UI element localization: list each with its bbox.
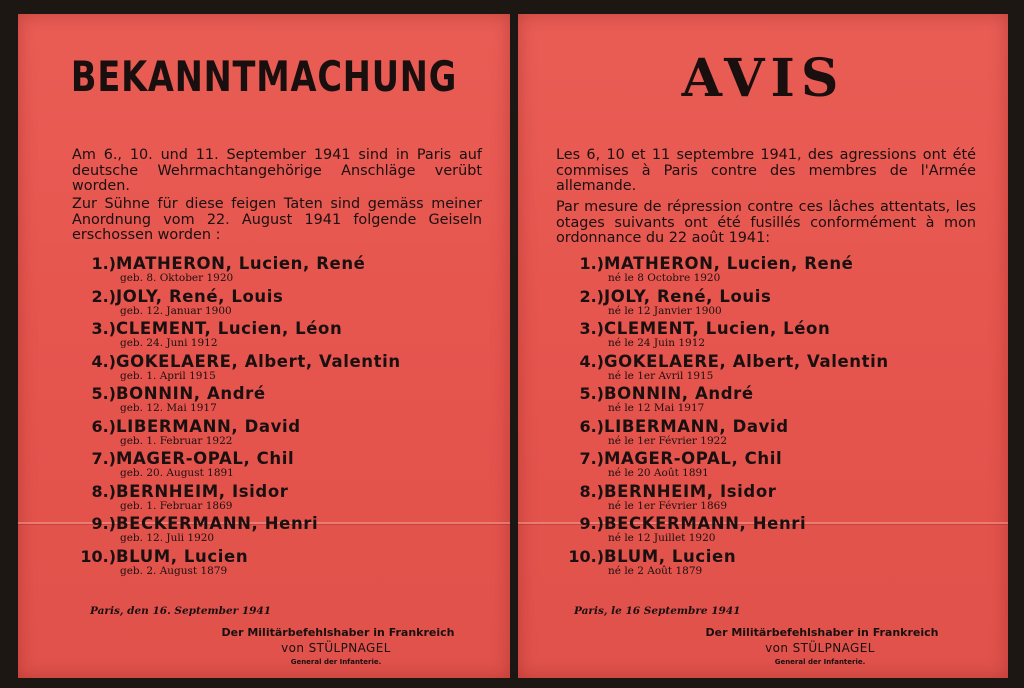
- hostage-number: 4.): [579, 351, 604, 371]
- hostage-number: 2.): [91, 286, 116, 306]
- hostage-name: CLEMENT, Lucien, Léon: [116, 319, 343, 338]
- hostage-birthdate: né le 1er Février 1869: [608, 499, 728, 512]
- hostage-entry: [78, 254, 498, 287]
- hostage-name: GOKELAERE, Albert, Valentin: [604, 351, 889, 371]
- hostage-number: 5.): [91, 384, 116, 403]
- french-place-date: Paris, le 16 Septembre 1941: [574, 605, 741, 617]
- hostage-name: BERNHEIM, Isidor: [604, 481, 777, 501]
- german-signature-org: Der Militärbefehlshaber in Frankreich: [221, 626, 455, 639]
- hostage-number: 3.): [579, 319, 604, 338]
- german-title: BEKANNTMACHUNG: [70, 52, 458, 101]
- french-signature-name: von STÜLPNAGEL: [765, 641, 875, 655]
- hostage-birthdate: né le 12 Janvier 1900: [608, 304, 722, 317]
- hostage-birthdate: geb. 2. August 1879: [120, 564, 228, 577]
- hostage-entry: [566, 514, 986, 547]
- hostage-number: 7.): [91, 449, 116, 468]
- hostage-entry: [78, 449, 498, 482]
- hostage-name: BLUM, Lucien: [116, 546, 249, 566]
- hostage-birthdate: né le 2 Août 1879: [608, 564, 703, 577]
- hostage-number: 8.): [91, 481, 116, 501]
- hostage-name: BECKERMANN, Henri: [116, 514, 319, 533]
- hostage-entry: [566, 417, 986, 450]
- hostage-birthdate: né le 1er Avril 1915: [608, 369, 714, 382]
- hostage-entry: [566, 547, 986, 580]
- hostage-birthdate: né le 12 Juillet 1920: [608, 532, 716, 544]
- hostage-birthdate: geb. 8. Oktober 1920: [120, 272, 234, 284]
- hostage-name: GOKELAERE, Albert, Valentin: [116, 351, 401, 371]
- german-notice: [18, 14, 510, 678]
- hostage-number: 1.): [579, 254, 604, 273]
- hostage-birthdate: geb. 12. Mai 1917: [120, 402, 217, 414]
- hostage-entry: [566, 352, 986, 385]
- hostage-entry: [78, 417, 498, 450]
- hostage-birthdate: né le 20 Août 1891: [608, 467, 709, 479]
- hostage-name: JOLY, René, Louis: [116, 286, 284, 306]
- german-order-paragraph: Zur Sühne für diese feigen Taten sind gemäss meiner Anordnung vom 22. August 1941 folgende Geiseln erschossen worden :: [72, 196, 482, 243]
- hostage-entry: [566, 319, 986, 352]
- hostage-number: 6.): [579, 416, 604, 436]
- hostage-birthdate: geb. 24. Juni 1912: [120, 337, 218, 349]
- hostage-number: 10.): [568, 546, 604, 566]
- hostage-name: LIBERMANN, David: [116, 416, 301, 436]
- hostage-name: MATHERON, Lucien, René: [604, 254, 854, 273]
- hostage-entry: [566, 254, 986, 287]
- hostage-birthdate: geb. 1. April 1915: [120, 369, 216, 382]
- french-intro-paragraph: Les 6, 10 et 11 septembre 1941, des agressions ont été commises à Paris contre des membres de l'Armée allemande.: [556, 147, 976, 194]
- hostage-entry: [566, 287, 986, 320]
- french-signature-rank: General der Infanterie.: [774, 658, 866, 666]
- hostage-number: 9.): [91, 514, 116, 533]
- hostage-birthdate: né le 24 Juin 1912: [608, 337, 706, 349]
- hostage-entry: [78, 482, 498, 515]
- german-place-date: Paris, den 16. September 1941: [90, 605, 272, 617]
- hostage-number: 5.): [579, 384, 604, 403]
- hostage-number: 2.): [579, 286, 604, 306]
- hostage-number: 10.): [80, 546, 116, 566]
- hostage-name: LIBERMANN, David: [604, 416, 789, 436]
- german-intro-paragraph: Am 6., 10. und 11. September 1941 sind in Paris auf deutsche Wehrmachtangehörige Anschläge verübt worden.: [72, 147, 482, 194]
- hostage-name: BERNHEIM, Isidor: [116, 481, 289, 501]
- hostage-birthdate: né le 1er Février 1922: [608, 434, 728, 447]
- hostage-entry: [78, 352, 498, 385]
- hostage-name: BONNIN, André: [604, 384, 754, 403]
- hostage-entry: [78, 384, 498, 417]
- hostage-entry: [78, 319, 498, 352]
- german-signature-rank: General der Infanterie.: [290, 658, 382, 666]
- french-order-paragraph: Par mesure de répression contre ces lâches attentats, les otages suivants ont été fusillés conformément à mon ordonnance du 22 août 1941:: [556, 199, 976, 246]
- hostage-entry: [566, 482, 986, 515]
- hostage-name: MAGER-OPAL, Chil: [116, 449, 295, 468]
- hostage-number: 3.): [91, 319, 116, 338]
- hostage-birthdate: geb. 20. August 1891: [120, 467, 234, 479]
- hostage-birthdate: né le 8 Octobre 1920: [608, 272, 721, 284]
- hostage-birthdate: geb. 12. Juli 1920: [120, 532, 215, 544]
- hostage-number: 6.): [91, 416, 116, 436]
- hostage-number: 4.): [91, 351, 116, 371]
- hostage-entry: [566, 449, 986, 482]
- hostage-entry: [78, 514, 498, 547]
- hostage-entry: [78, 547, 498, 580]
- hostage-entry: [566, 384, 986, 417]
- hostage-name: MAGER-OPAL, Chil: [604, 449, 783, 468]
- hostage-birthdate: geb. 1. Februar 1922: [120, 434, 233, 447]
- hostage-number: 7.): [579, 449, 604, 468]
- hostage-name: BONNIN, André: [116, 384, 266, 403]
- hostage-number: 8.): [579, 481, 604, 501]
- hostage-name: BECKERMANN, Henri: [604, 514, 807, 533]
- hostage-name: CLEMENT, Lucien, Léon: [604, 319, 831, 338]
- french-title: AVIS: [681, 48, 845, 109]
- hostage-name: MATHERON, Lucien, René: [116, 254, 366, 273]
- hostage-name: JOLY, René, Louis: [604, 286, 772, 306]
- french-hostage-list: [566, 254, 986, 579]
- hostage-birthdate: geb. 12. Januar 1900: [120, 304, 232, 317]
- german-hostage-list: [78, 254, 498, 579]
- hostage-number: 9.): [579, 514, 604, 533]
- german-signature-name: von STÜLPNAGEL: [281, 641, 391, 655]
- hostage-birthdate: geb. 1. Februar 1869: [120, 499, 233, 512]
- hostage-number: 1.): [91, 254, 116, 273]
- hostage-birthdate: né le 12 Mai 1917: [608, 402, 705, 414]
- hostage-entry: [78, 287, 498, 320]
- french-notice: [518, 14, 1008, 678]
- hostage-name: BLUM, Lucien: [604, 546, 737, 566]
- french-signature-org: Der Militärbefehlshaber in Frankreich: [705, 626, 939, 639]
